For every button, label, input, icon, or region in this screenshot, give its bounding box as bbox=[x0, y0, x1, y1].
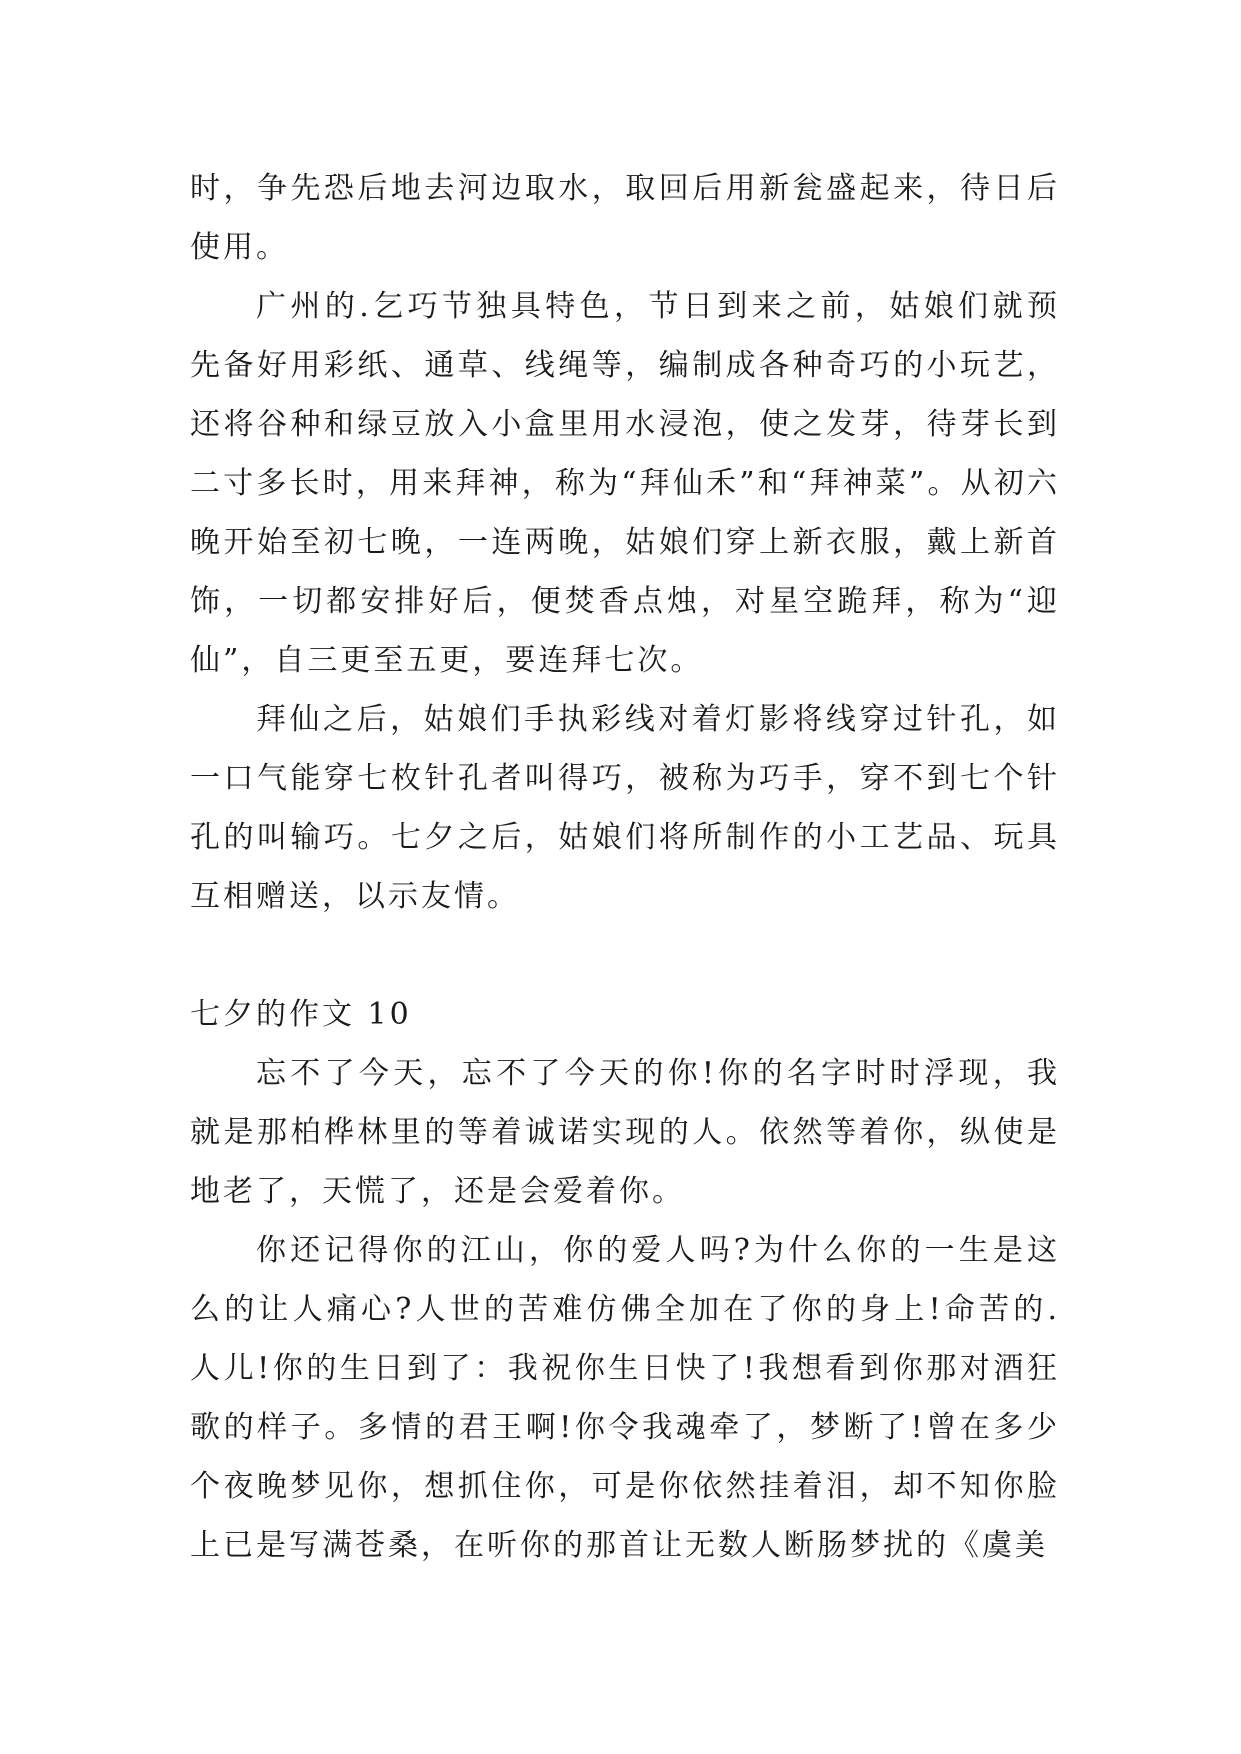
paragraph-unforgettable: 忘不了今天，忘不了今天的你!你的名字时时浮现，我就是那柏桦林里的等着诚诺实现的人。依然等着你，纵使是地老了，天慌了，还是会爱着你。 bbox=[190, 1056, 1060, 1209]
document-body bbox=[190, 159, 1060, 1575]
paragraph-continuation: 时，争先恐后地去河边取水，取回后用新瓮盛起来，待日后使用。 bbox=[190, 171, 1060, 265]
paragraph-after-baixian: 拜仙之后，姑娘们手执彩线对着灯影将线穿过针孔，如一口气能穿七枚针孔者叫得巧，被称为巧手，穿不到七个针孔的叫输巧。七夕之后，姑娘们将所制作的小工艺品、玩具互相赠送，以示友情。 bbox=[190, 702, 1060, 914]
paragraph-remember-jiangshan: 你还记得你的江山，你的爱人吗?为什么你的一生是这么的让人痛心?人世的苦难仿佛全加在了你的身上!命苦的.人儿!你的生日到了：我祝你生日快了!我想看到你那对酒狂歌的样子。多情的君王啊!你令我魂牵了，梦断了!曾在多少个夜晚梦见你，想抓住你，可是你依然挂着泪，却不知你脸上已是写满苍桑，在听你的那首让无数人断肠梦扰的《虞美 bbox=[190, 1233, 1060, 1563]
section-title: 七夕的作文 10 bbox=[190, 997, 412, 1032]
paragraph-guangzhou-qiqiao: 广州的.乞巧节独具特色，节日到来之前，姑娘们就预先备好用彩纸、通草、线绳等，编制成各种奇巧的小玩艺，还将谷种和绿豆放入小盒里用水浸泡，使之发芽，待芽长到二寸多长时，用来拜神，称为“拜仙禾”和“拜神菜”。从初六晚开始至初七晚，一连两晚，姑娘们穿上新衣服，戴上新首饰，一切都安排好后，便焚香点烛，对星空跪拜，称为“迎仙”，自三更至五更，要连拜七次。 bbox=[190, 289, 1060, 678]
